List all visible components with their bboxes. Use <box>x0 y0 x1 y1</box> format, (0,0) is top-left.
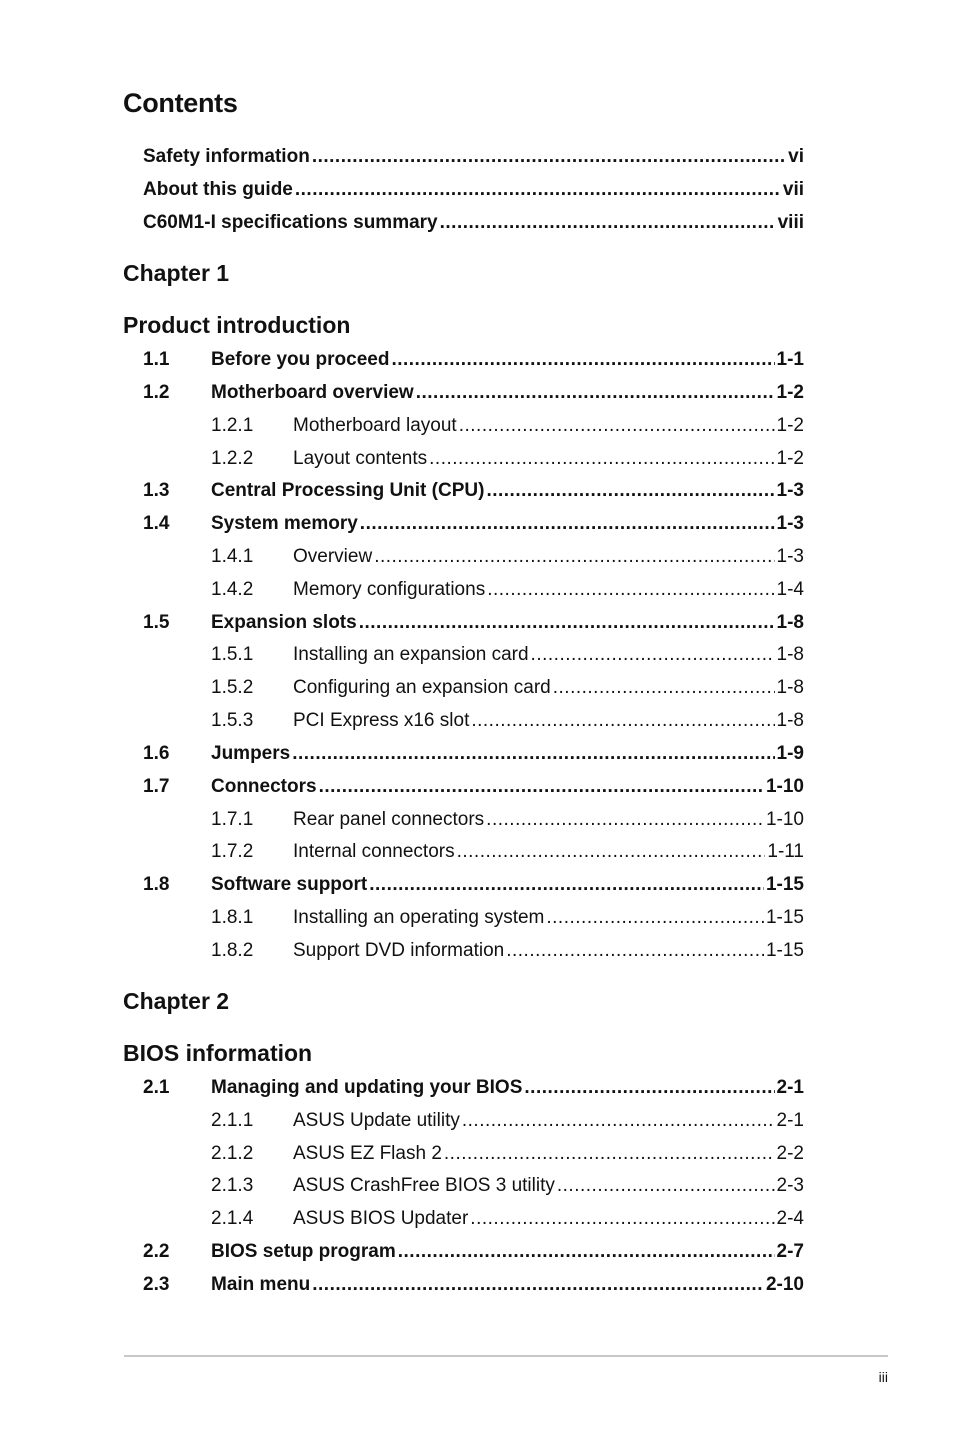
toc-entry[interactable] <box>143 873 804 897</box>
toc-entry[interactable] <box>143 381 804 405</box>
toc-entry-page: 1-3 <box>776 480 804 501</box>
dot-leader <box>459 414 775 438</box>
toc-entry-page: 1-9 <box>776 743 804 764</box>
toc-entry-label: Before you proceed <box>211 349 390 370</box>
toc-subentry[interactable] <box>211 939 804 963</box>
dot-leader <box>557 1174 775 1198</box>
toc-entry-page: 1-3 <box>776 546 804 567</box>
toc-entry-label: Safety information <box>143 146 310 167</box>
toc-entry-page: 1-3 <box>776 513 804 534</box>
toc-entry-label: ASUS EZ Flash 2 <box>293 1143 442 1164</box>
dot-leader <box>360 512 775 536</box>
toc-entry-about-guide[interactable] <box>143 178 804 202</box>
page-title: Contents <box>123 88 238 118</box>
toc-entry-number: 1.5 <box>143 612 170 633</box>
toc-entry-label: Memory configurations <box>293 579 486 600</box>
toc-entry-number: 1.7.2 <box>211 841 254 862</box>
toc-entry-number: 1.4.1 <box>211 546 254 567</box>
toc-subentry[interactable] <box>211 1142 804 1166</box>
toc-subentry[interactable] <box>211 709 804 733</box>
dot-leader <box>471 709 774 733</box>
dot-leader <box>444 1142 775 1166</box>
toc-entry-page: vii <box>782 179 804 200</box>
dot-leader <box>416 381 775 405</box>
dot-leader <box>398 1240 775 1264</box>
toc-subentry[interactable] <box>211 1174 804 1198</box>
toc-entry-page: 1-1 <box>776 349 804 370</box>
toc-entry-number: 1.2.2 <box>211 448 254 469</box>
toc-entry-number: 1.7 <box>143 776 170 797</box>
chapter-2-label: Chapter 2 <box>123 988 230 1014</box>
toc-entry-page: 1-15 <box>765 907 804 928</box>
toc-entry-label: Overview <box>293 546 373 567</box>
dot-leader <box>312 1273 764 1297</box>
dot-leader <box>524 1076 774 1100</box>
toc-subentry[interactable] <box>211 808 804 832</box>
toc-entry-label: ASUS BIOS Updater <box>293 1208 469 1229</box>
toc-entry-label: Installing an expansion card <box>293 644 529 665</box>
toc-subentry[interactable] <box>211 447 804 471</box>
toc-entry[interactable] <box>143 1273 804 1297</box>
toc-entry[interactable] <box>143 742 804 766</box>
toc-entry-label: Expansion slots <box>211 612 357 633</box>
toc-entry-label: ASUS CrashFree BIOS 3 utility <box>293 1175 555 1196</box>
toc-entry-page: 2-10 <box>765 1274 804 1295</box>
toc-entry-label: Software support <box>211 874 368 895</box>
dot-leader <box>531 643 775 667</box>
toc-entry[interactable] <box>143 1076 804 1100</box>
toc-entry-label: Internal connectors <box>293 841 455 862</box>
toc-subentry[interactable] <box>211 545 804 569</box>
dot-leader <box>359 611 775 635</box>
toc-entry-number: 1.3 <box>143 480 170 501</box>
toc-entry-label: BIOS setup program <box>211 1241 396 1262</box>
toc-entry[interactable] <box>143 479 804 503</box>
toc-entry-number: 2.1.4 <box>211 1208 254 1229</box>
dot-leader <box>462 1109 775 1133</box>
toc-entry-label: Rear panel connectors <box>293 809 485 830</box>
toc-entry-label: ASUS Update utility <box>293 1110 460 1131</box>
toc-entry-label: Layout contents <box>293 448 428 469</box>
toc-subentry[interactable] <box>211 906 804 930</box>
toc-entry-number: 2.1.1 <box>211 1110 254 1131</box>
toc-entry-page: 1-8 <box>776 644 804 665</box>
toc-entry-number: 1.2 <box>143 382 170 403</box>
toc-entry-page: 1-10 <box>765 776 804 797</box>
toc-entry-number: 1.4 <box>143 513 170 534</box>
toc-subentry[interactable] <box>211 578 804 602</box>
toc-entry-page: 1-15 <box>765 874 804 895</box>
toc-entry-label: Motherboard layout <box>293 415 457 436</box>
toc-entry-page: viii <box>777 212 804 233</box>
toc-entry-label: Jumpers <box>211 743 291 764</box>
toc-entry-label: Main menu <box>211 1274 311 1295</box>
toc-entry-number: 1.5.3 <box>211 710 254 731</box>
toc-entry-page: 1-2 <box>776 382 804 403</box>
dot-leader <box>470 1207 774 1231</box>
toc-entry-page: 2-2 <box>776 1143 804 1164</box>
toc-entry-label: Connectors <box>211 776 317 797</box>
toc-entry-number: 1.8.1 <box>211 907 254 928</box>
toc-entry-specs-summary[interactable] <box>143 211 804 235</box>
dot-leader <box>292 742 774 766</box>
dot-leader <box>546 906 764 930</box>
toc-entry-number: 1.1 <box>143 349 170 370</box>
dot-leader <box>440 211 776 235</box>
toc-entry[interactable] <box>143 775 804 799</box>
toc-subentry[interactable] <box>211 840 804 864</box>
dot-leader <box>487 578 774 602</box>
toc-entry-label: PCI Express x16 slot <box>293 710 470 731</box>
toc-entry-page: 2-4 <box>776 1208 804 1229</box>
toc-entry-page: 1-8 <box>776 612 804 633</box>
toc-entry-page: 1-2 <box>776 448 804 469</box>
toc-entry[interactable] <box>143 1240 804 1264</box>
toc-subentry[interactable] <box>211 414 804 438</box>
toc-entry-number: 1.2.1 <box>211 415 254 436</box>
dot-leader <box>486 479 774 503</box>
toc-entry-page: 1-2 <box>776 415 804 436</box>
toc-entry-page: 2-3 <box>776 1175 804 1196</box>
dot-leader <box>295 178 781 202</box>
toc-entry-page: 1-8 <box>776 677 804 698</box>
toc-entry-page: 2-1 <box>776 1077 804 1098</box>
dot-leader <box>312 145 786 169</box>
toc-entry-number: 1.5.1 <box>211 644 254 665</box>
chapter-1-title: Product introduction <box>123 312 351 338</box>
toc-entry-number: 2.1.2 <box>211 1143 254 1164</box>
toc-entry-page: vi <box>788 146 804 167</box>
toc-entry[interactable] <box>143 611 804 635</box>
toc-entry-label: About this guide <box>143 179 293 200</box>
toc-entry-label: Motherboard overview <box>211 382 414 403</box>
dot-leader <box>486 808 764 832</box>
toc-entry[interactable] <box>143 512 804 536</box>
toc-entry-number: 2.3 <box>143 1274 170 1295</box>
toc-entry-number: 1.6 <box>143 743 170 764</box>
toc-entry-page: 1-10 <box>765 809 804 830</box>
toc-entry-label: Installing an operating system <box>293 907 545 928</box>
toc-entry-label: Support DVD information <box>293 940 505 961</box>
toc-subentry[interactable] <box>211 1109 804 1133</box>
toc-entry-page: 1-15 <box>765 940 804 961</box>
dot-leader <box>553 676 775 700</box>
dot-leader <box>391 348 774 372</box>
toc-entry-number: 1.8 <box>143 874 170 895</box>
dot-leader <box>374 545 774 569</box>
toc-entry-number: 2.1.3 <box>211 1175 254 1196</box>
footer-divider <box>124 1355 888 1357</box>
chapter-1-label: Chapter 1 <box>123 260 230 286</box>
toc-entry-page: 2-7 <box>776 1241 804 1262</box>
toc-entry-label: C60M1-I specifications summary <box>143 212 438 233</box>
toc-entry-label: Configuring an expansion card <box>293 677 551 698</box>
page-number: iii <box>878 1369 888 1385</box>
dot-leader <box>429 447 774 471</box>
toc-entry-number: 2.2 <box>143 1241 170 1262</box>
dot-leader <box>457 840 766 864</box>
toc-subentry[interactable] <box>211 676 804 700</box>
toc-entry-safety[interactable] <box>143 145 804 169</box>
toc-entry-number: 2.1 <box>143 1077 170 1098</box>
toc-entry-page: 1-11 <box>767 841 804 862</box>
toc-entry-number: 1.8.2 <box>211 940 254 961</box>
dot-leader <box>506 939 764 963</box>
chapter-2-title: BIOS information <box>123 1040 313 1066</box>
toc-entry-label: Managing and updating your BIOS <box>211 1077 523 1098</box>
toc-entry-label: System memory <box>211 513 358 534</box>
toc-subentry[interactable] <box>211 1207 804 1231</box>
toc-subentry[interactable] <box>211 643 804 667</box>
toc-entry-page: 2-1 <box>776 1110 804 1131</box>
dot-leader <box>319 775 764 799</box>
toc-entry-number: 1.4.2 <box>211 579 254 600</box>
toc-entry-page: 1-4 <box>776 579 804 600</box>
toc-entry[interactable] <box>143 348 804 372</box>
dot-leader <box>369 873 764 897</box>
toc-entry-page: 1-8 <box>776 710 804 731</box>
toc-entry-number: 1.5.2 <box>211 677 254 698</box>
toc-entry-number: 1.7.1 <box>211 809 254 830</box>
toc-entry-label: Central Processing Unit (CPU) <box>211 480 485 501</box>
